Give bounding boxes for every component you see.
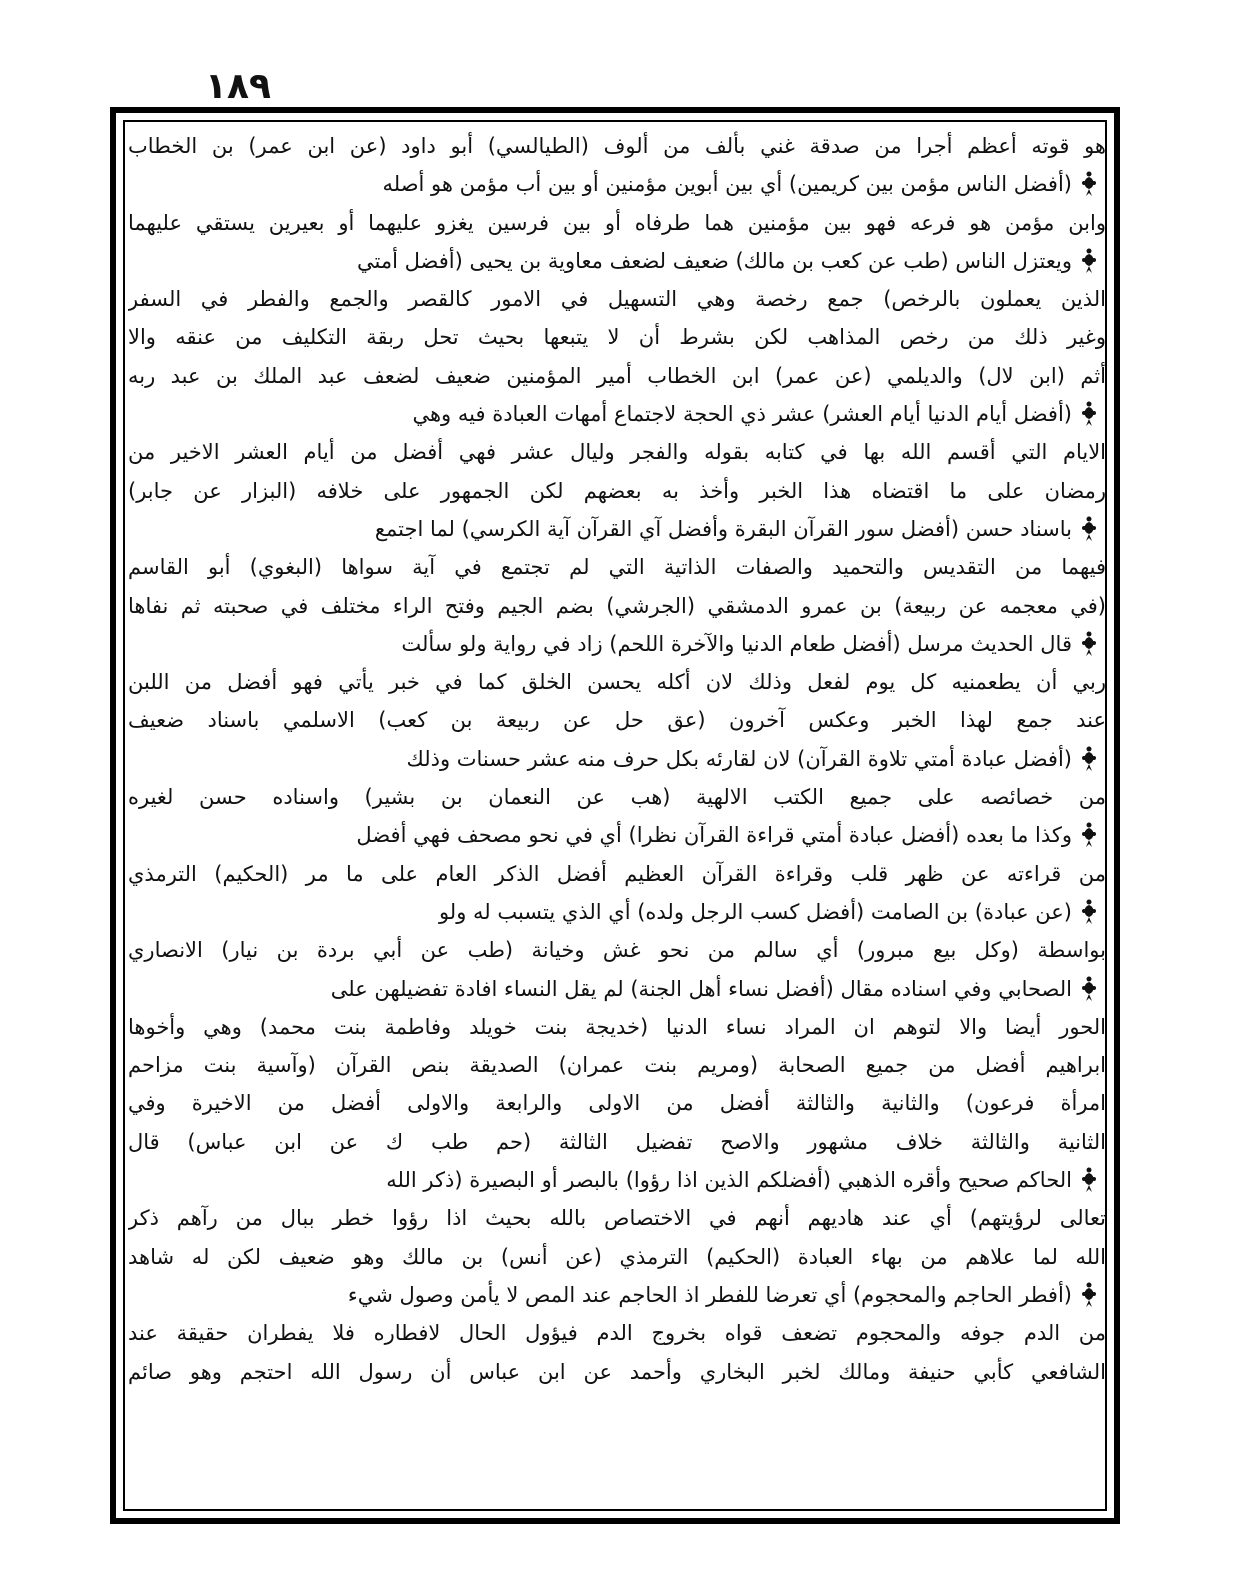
text-line xyxy=(128,816,1106,854)
text-line-content: الصحابي وفي اسناده مقال (أفضل نساء أهل الجنة) لم يقل النساء افادة تفضيلهن على xyxy=(330,976,1072,1001)
text-line-content: من الدم جوفه والمحجوم تضعف قواه بخروج الدم فيؤول الحال لافطاره فلا يفطران حقيقة عند xyxy=(128,1321,1106,1346)
text-line xyxy=(128,778,1106,816)
text-line xyxy=(128,280,1106,318)
ornament-icon xyxy=(1080,629,1098,659)
text-line xyxy=(128,1199,1106,1237)
text-line xyxy=(128,433,1106,471)
text-line-content: الذين يعملون بالرخص) جمع رخصة وهي التسهيل في الامور كالقصر والجمع والفطر في السفر xyxy=(128,287,1106,312)
text-line-content: امرأة فرعون) والثانية والثالثة أفضل من الاولى والرابعة والاولى أفضل من الاخيرة وفي xyxy=(128,1091,1106,1116)
text-body xyxy=(128,127,1106,1507)
text-line-content: ويعتزل الناس (طب عن كعب بن مالك) ضعيف لضعف معاوية بن يحيى (أفضل أمتي xyxy=(357,248,1072,273)
text-line-content: باسناد حسن (أفضل سور القرآن البقرة وأفضل آي القرآن آية الكرسي) لما اجتمع xyxy=(374,516,1072,541)
text-line xyxy=(128,1046,1106,1084)
text-line-content: عند جمع لهذا الخبر وعكس آخرون (عق حل عن ربيعة بن كعب) الاسلمي باسناد ضعيف xyxy=(128,708,1106,733)
text-line-content: (في معجمه عن ربيعة) بن عمرو الدمشقي (الجرشي) بضم الجيم وفتح الراء مختلف في صحبته ثم نفاها xyxy=(128,593,1106,618)
text-line xyxy=(128,625,1106,663)
text-line-content: (عن عبادة) بن الصامت (أفضل كسب الرجل ولده) أي الذي يتسبب له ولو xyxy=(438,899,1072,924)
text-line xyxy=(128,663,1106,701)
text-line-content: الثانية والثالثة خلاف مشهور والاصح تفضيل الثالثة (حم طب ك عن ابن عباس) قال xyxy=(128,1129,1106,1154)
text-line-content: ربي أن يطعمنيه كل يوم لفعل وذلك لان أكله يحسن الخلق كما في خبر يأتي فهو أفضل من اللبن xyxy=(128,670,1106,695)
text-line xyxy=(128,165,1106,203)
text-line-content: قال الحديث مرسل (أفضل طعام الدنيا والآخرة اللحم) زاد في رواية ولو سألت xyxy=(401,631,1072,656)
text-line xyxy=(128,1314,1106,1352)
text-line-content: وغير ذلك من رخص المذاهب لكن بشرط أن لا يتبعها بحيث تحل ربقة التكليف من عنقه والا xyxy=(128,325,1106,350)
text-line-content: الشافعي كأبي حنيفة ومالك لخبر البخاري وأحمد عن ابن عباس أن رسول الله احتجم وهو صائم xyxy=(128,1359,1106,1384)
text-line xyxy=(128,1276,1106,1314)
text-line-content: ابراهيم أفضل من جميع الصحابة (ومريم بنت عمران) الصديقة بنص القرآن (وآسية بنت مزاحم xyxy=(128,1053,1106,1078)
text-line xyxy=(128,510,1106,548)
ornament-icon xyxy=(1080,1280,1098,1310)
text-line-content: (أفطر الحاجم والمحجوم) أي تعرضا للفطر اذ الحاجم عند المص لا يأمن وصول شيء xyxy=(347,1282,1072,1307)
text-line xyxy=(128,931,1106,969)
text-line-content: الحاكم صحيح وأقره الذهبي (أفضلكم الذين اذا رؤوا) بالبصر أو البصيرة (ذكر الله xyxy=(386,1168,1072,1193)
text-line xyxy=(128,1238,1106,1276)
ornament-icon xyxy=(1080,169,1098,199)
text-line xyxy=(128,204,1106,242)
text-line xyxy=(128,1161,1106,1199)
text-line xyxy=(128,1008,1106,1046)
text-line xyxy=(128,242,1106,280)
ornament-icon xyxy=(1080,974,1098,1004)
text-line xyxy=(128,1123,1106,1161)
text-line-content: وابن مؤمن هو فرعه فهو بين مؤمنين هما طرفاه أو بين فرسين يغزو عليهما أو بعيرين يستقي عليهما xyxy=(128,210,1106,235)
text-line-content: هو قوته أعظم أجرا من صدقة غني بألف من ألوف (الطيالسي) أبو داود (عن ابن عمر) بن الخطاب xyxy=(128,134,1106,158)
text-line-content: (أفضل أيام الدنيا أيام العشر) عشر ذي الحجة لاجتماع أمهات العبادة فيه وهي xyxy=(412,402,1072,427)
text-line xyxy=(128,357,1106,395)
ornament-icon xyxy=(1080,820,1098,850)
text-line-content: من قراءته عن ظهر قلب وقراءة القرآن العظيم أفضل الذكر العام على ما مر (الحكيم) الترمذي xyxy=(128,861,1106,886)
text-line xyxy=(128,548,1106,586)
text-line xyxy=(128,701,1106,739)
page-number: ١٨٩ xyxy=(205,66,271,107)
text-line-content: فيهما من التقديس والتحميد والصفات الذاتية التي لم تجتمع في آية سواها (البغوي) أبو القاسم xyxy=(128,555,1106,580)
text-line-content: من خصائصه على جميع الكتب الالهية (هب عن النعمان بن بشير) واسناده حسن لغيره xyxy=(128,785,1106,810)
text-line xyxy=(128,1353,1106,1391)
text-line xyxy=(128,1084,1106,1122)
text-line-content: تعالى لرؤيتهم) أي عند هاديهم أنهم في الاختصاص بالله بحيث اذا رؤوا خطر ببال من رآهم ذكر xyxy=(128,1206,1106,1231)
text-line xyxy=(128,395,1106,433)
text-line-content: أثم (ابن لال) والديلمي (عن عمر) ابن الخطاب أمير المؤمنين ضعيف لضعف عبد الملك بن عبد ربه xyxy=(128,363,1106,388)
text-line-content: الله لما علاهم من بهاء العبادة (الحكيم) الترمذي (عن أنس) بن مالك وهو ضعيف لكن له شاهد xyxy=(128,1244,1106,1269)
ornament-icon xyxy=(1080,514,1098,544)
ornament-icon xyxy=(1080,246,1098,276)
text-line xyxy=(128,893,1106,931)
text-line xyxy=(128,855,1106,893)
ornament-icon xyxy=(1080,744,1098,774)
text-line-content: الحور أيضا والا لتوهم ان المراد نساء الدنيا (خديجة بنت خويلد وفاطمة بنت محمد) وهي وأخوها xyxy=(128,1014,1106,1039)
text-line xyxy=(128,740,1106,778)
ornament-icon xyxy=(1080,897,1098,927)
text-line xyxy=(128,318,1106,356)
text-line-content: الايام التي أقسم الله بها في كتابه بقوله والفجر وليال عشر فهي أفضل من أيام العشر الاخير من xyxy=(128,440,1106,465)
text-line xyxy=(128,587,1106,625)
text-line xyxy=(128,970,1106,1008)
text-line-content: وكذا ما بعده (أفضل عبادة أمتي قراءة القرآن نظرا) أي في نحو مصحف فهي أفضل xyxy=(356,823,1072,848)
ornament-icon xyxy=(1080,1165,1098,1195)
ornament-icon xyxy=(1080,399,1098,429)
text-line-content: (أفضل الناس مؤمن بين كريمين) أي بين أبوين مؤمنين أو بين أب مؤمن هو أصله xyxy=(382,172,1072,197)
text-line-content: (أفضل عبادة أمتي تلاوة القرآن) لان لقارئه بكل حرف منه عشر حسنات وذلك xyxy=(406,746,1072,771)
text-line-content: بواسطة (وكل بيع مبرور) أي سالم من نحو غش وخيانة (طب عن أبي بردة بن نيار) الانصاري xyxy=(128,938,1106,963)
text-line xyxy=(128,127,1106,165)
text-line-content: رمضان على ما اقتضاه هذا الخبر وأخذ به بعضهم لكن الجمهور على خلافه (البزار عن جابر) xyxy=(128,478,1106,503)
text-line xyxy=(128,472,1106,510)
